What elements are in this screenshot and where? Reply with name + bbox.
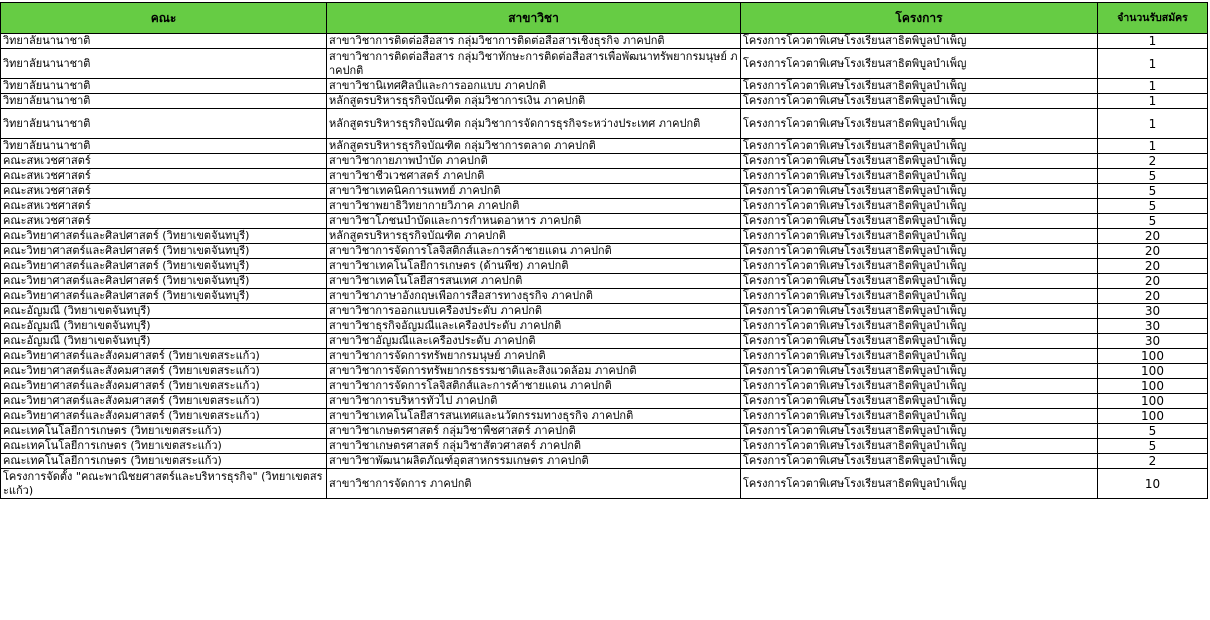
table-row: [1, 184, 1208, 199]
quota-count-cell[interactable]: 100: [1098, 409, 1208, 424]
faculty-cell[interactable]: คณะวิทยาศาสตร์และสังคมศาสตร์ (วิทยาเขตสระแก้ว): [1, 364, 327, 379]
project-cell[interactable]: โครงการโควตาพิเศษโรงเรียนสาธิตพิบูลบำเพ็ญ: [741, 409, 1098, 424]
project-cell[interactable]: โครงการโควตาพิเศษโรงเรียนสาธิตพิบูลบำเพ็ญ: [741, 79, 1098, 94]
header-row: [1, 3, 1208, 34]
quota-count-cell[interactable]: 100: [1098, 364, 1208, 379]
admission-quota-table: [0, 2, 1208, 499]
faculty-cell[interactable]: คณะวิทยาศาสตร์และศิลปศาสตร์ (วิทยาเขตจันทบุรี): [1, 229, 327, 244]
table-row: [1, 244, 1208, 259]
major-cell[interactable]: สาขาวิชาการออกแบบเครื่องประดับ ภาคปกติ: [327, 304, 741, 319]
table-row: [1, 334, 1208, 349]
table-row: [1, 454, 1208, 469]
major-cell[interactable]: สาขาวิชาชีวเวชศาสตร์ ภาคปกติ: [327, 169, 741, 184]
major-cell[interactable]: สาขาวิชาการบริหารทั่วไป ภาคปกติ: [327, 394, 741, 409]
project-cell[interactable]: โครงการโควตาพิเศษโรงเรียนสาธิตพิบูลบำเพ็ญ: [741, 244, 1098, 259]
quota-count-cell[interactable]: 2: [1098, 154, 1208, 169]
major-cell[interactable]: สาขาวิชาการจัดการทรัพยากรธรรมชาติและสิ่งแวดล้อม ภาคปกติ: [327, 364, 741, 379]
faculty-cell[interactable]: คณะสหเวชศาสตร์: [1, 169, 327, 184]
table-row: [1, 364, 1208, 379]
quota-count-cell[interactable]: 100: [1098, 379, 1208, 394]
faculty-cell[interactable]: คณะวิทยาศาสตร์และสังคมศาสตร์ (วิทยาเขตสระแก้ว): [1, 349, 327, 364]
faculty-cell[interactable]: วิทยาลัยนานาชาติ: [1, 139, 327, 154]
project-cell[interactable]: โครงการโควตาพิเศษโรงเรียนสาธิตพิบูลบำเพ็ญ: [741, 154, 1098, 169]
project-cell[interactable]: โครงการโควตาพิเศษโรงเรียนสาธิตพิบูลบำเพ็ญ: [741, 169, 1098, 184]
table-row: [1, 199, 1208, 214]
quota-count-cell[interactable]: 1: [1098, 79, 1208, 94]
major-cell[interactable]: สาขาวิชาเกษตรศาสตร์ กลุ่มวิชาพืชศาสตร์ ภาคปกติ: [327, 424, 741, 439]
faculty-cell[interactable]: คณะวิทยาศาสตร์และศิลปศาสตร์ (วิทยาเขตจันทบุรี): [1, 244, 327, 259]
major-cell[interactable]: สาขาวิชาเทคโนโลยีสารสนเทศ ภาคปกติ: [327, 274, 741, 289]
header-project[interactable]: โครงการ: [741, 3, 1098, 34]
table-row: [1, 169, 1208, 184]
major-cell[interactable]: หลักสูตรบริหารธุรกิจบัณฑิต ภาคปกติ: [327, 229, 741, 244]
quota-count-cell[interactable]: 1: [1098, 109, 1208, 139]
project-cell[interactable]: โครงการโควตาพิเศษโรงเรียนสาธิตพิบูลบำเพ็ญ: [741, 139, 1098, 154]
table-row: [1, 379, 1208, 394]
major-cell[interactable]: หลักสูตรบริหารธุรกิจบัณฑิต กลุ่มวิชาการตลาด ภาคปกติ: [327, 139, 741, 154]
major-cell[interactable]: สาขาวิชาพัฒนาผลิตภัณฑ์อุตสาหกรรมเกษตร ภาคปกติ: [327, 454, 741, 469]
faculty-cell[interactable]: คณะสหเวชศาสตร์: [1, 214, 327, 229]
faculty-cell[interactable]: คณะวิทยาศาสตร์และสังคมศาสตร์ (วิทยาเขตสระแก้ว): [1, 409, 327, 424]
faculty-cell[interactable]: คณะวิทยาศาสตร์และศิลปศาสตร์ (วิทยาเขตจันทบุรี): [1, 259, 327, 274]
quota-count-cell[interactable]: 1: [1098, 94, 1208, 109]
table-row: [1, 259, 1208, 274]
quota-count-cell[interactable]: 20: [1098, 289, 1208, 304]
faculty-cell[interactable]: คณะเทคโนโลยีการเกษตร (วิทยาเขตสระแก้ว): [1, 454, 327, 469]
quota-count-cell[interactable]: 10: [1098, 469, 1208, 499]
table-row: [1, 214, 1208, 229]
table-row: [1, 154, 1208, 169]
project-cell[interactable]: โครงการโควตาพิเศษโรงเรียนสาธิตพิบูลบำเพ็ญ: [741, 379, 1098, 394]
quota-count-cell[interactable]: 1: [1098, 49, 1208, 79]
faculty-cell[interactable]: คณะสหเวชศาสตร์: [1, 199, 327, 214]
major-cell[interactable]: สาขาวิชาการจัดการโลจิสติกส์และการค้าชายแดน ภาคปกติ: [327, 379, 741, 394]
table-row: [1, 289, 1208, 304]
faculty-cell[interactable]: วิทยาลัยนานาชาติ: [1, 109, 327, 139]
quota-count-cell[interactable]: 5: [1098, 424, 1208, 439]
project-cell[interactable]: โครงการโควตาพิเศษโรงเรียนสาธิตพิบูลบำเพ็ญ: [741, 424, 1098, 439]
faculty-cell[interactable]: คณะอัญมณี (วิทยาเขตจันทบุรี): [1, 304, 327, 319]
quota-count-cell[interactable]: 5: [1098, 184, 1208, 199]
faculty-cell[interactable]: คณะวิทยาศาสตร์และสังคมศาสตร์ (วิทยาเขตสระแก้ว): [1, 394, 327, 409]
faculty-cell[interactable]: คณะสหเวชศาสตร์: [1, 184, 327, 199]
major-cell[interactable]: สาขาวิชาการจัดการทรัพยากรมนุษย์ ภาคปกติ: [327, 349, 741, 364]
major-cell[interactable]: สาขาวิชาภาษาอังกฤษเพื่อการสื่อสารทางธุรกิจ ภาคปกติ: [327, 289, 741, 304]
faculty-cell[interactable]: วิทยาลัยนานาชาติ: [1, 79, 327, 94]
project-cell[interactable]: โครงการโควตาพิเศษโรงเรียนสาธิตพิบูลบำเพ็ญ: [741, 184, 1098, 199]
major-cell[interactable]: สาขาวิชาเทคโนโลยีการเกษตร (ด้านพืช) ภาคปกติ: [327, 259, 741, 274]
quota-count-cell[interactable]: 30: [1098, 319, 1208, 334]
faculty-cell[interactable]: โครงการจัดตั้ง "คณะพาณิชยศาสตร์และบริหารธุรกิจ" (วิทยาเขตสระแก้ว): [1, 469, 327, 499]
major-cell[interactable]: สาขาวิชานิเทศศิลป์และการออกแบบ ภาคปกติ: [327, 79, 741, 94]
header-quota-count[interactable]: จำนวนรับสมัคร: [1098, 3, 1208, 34]
header-major[interactable]: สาขาวิชา: [327, 3, 741, 34]
major-cell[interactable]: สาขาวิชากายภาพบำบัด ภาคปกติ: [327, 154, 741, 169]
faculty-cell[interactable]: คณะเทคโนโลยีการเกษตร (วิทยาเขตสระแก้ว): [1, 439, 327, 454]
table-row: [1, 394, 1208, 409]
project-cell[interactable]: โครงการโควตาพิเศษโรงเรียนสาธิตพิบูลบำเพ็ญ: [741, 94, 1098, 109]
project-cell[interactable]: โครงการโควตาพิเศษโรงเรียนสาธิตพิบูลบำเพ็ญ: [741, 199, 1098, 214]
table-row: [1, 319, 1208, 334]
faculty-cell[interactable]: คณะอัญมณี (วิทยาเขตจันทบุรี): [1, 334, 327, 349]
project-cell[interactable]: โครงการโควตาพิเศษโรงเรียนสาธิตพิบูลบำเพ็ญ: [741, 109, 1098, 139]
project-cell[interactable]: โครงการโควตาพิเศษโรงเรียนสาธิตพิบูลบำเพ็ญ: [741, 319, 1098, 334]
project-cell[interactable]: โครงการโควตาพิเศษโรงเรียนสาธิตพิบูลบำเพ็ญ: [741, 34, 1098, 49]
major-cell[interactable]: สาขาวิชาการจัดการ ภาคปกติ: [327, 469, 741, 499]
quota-count-cell[interactable]: 1: [1098, 139, 1208, 154]
table-row: [1, 469, 1208, 499]
project-cell[interactable]: โครงการโควตาพิเศษโรงเรียนสาธิตพิบูลบำเพ็ญ: [741, 274, 1098, 289]
table-row: [1, 79, 1208, 94]
table-row: [1, 349, 1208, 364]
table-row: [1, 274, 1208, 289]
project-cell[interactable]: โครงการโควตาพิเศษโรงเรียนสาธิตพิบูลบำเพ็ญ: [741, 214, 1098, 229]
table-row: [1, 229, 1208, 244]
major-cell[interactable]: หลักสูตรบริหารธุรกิจบัณฑิต กลุ่มวิชาการเงิน ภาคปกติ: [327, 94, 741, 109]
major-cell[interactable]: สาขาวิชาเทคโนโลยีสารสนเทศและนวัตกรรมทางธุรกิจ ภาคปกติ: [327, 409, 741, 424]
project-cell[interactable]: โครงการโควตาพิเศษโรงเรียนสาธิตพิบูลบำเพ็ญ: [741, 229, 1098, 244]
quota-count-cell[interactable]: 20: [1098, 244, 1208, 259]
table-row: [1, 409, 1208, 424]
quota-count-cell[interactable]: 20: [1098, 259, 1208, 274]
major-cell[interactable]: สาขาวิชาอัญมณีและเครื่องประดับ ภาคปกติ: [327, 334, 741, 349]
project-cell[interactable]: โครงการโควตาพิเศษโรงเรียนสาธิตพิบูลบำเพ็ญ: [741, 304, 1098, 319]
project-cell[interactable]: โครงการโควตาพิเศษโรงเรียนสาธิตพิบูลบำเพ็ญ: [741, 469, 1098, 499]
quota-count-cell[interactable]: 1: [1098, 34, 1208, 49]
faculty-cell[interactable]: คณะวิทยาศาสตร์และศิลปศาสตร์ (วิทยาเขตจันทบุรี): [1, 289, 327, 304]
quota-count-cell[interactable]: 5: [1098, 439, 1208, 454]
table-row: [1, 424, 1208, 439]
faculty-cell[interactable]: คณะอัญมณี (วิทยาเขตจันทบุรี): [1, 319, 327, 334]
project-cell[interactable]: โครงการโควตาพิเศษโรงเรียนสาธิตพิบูลบำเพ็ญ: [741, 349, 1098, 364]
major-cell[interactable]: สาขาวิชาพยาธิวิทยากายวิภาค ภาคปกติ: [327, 199, 741, 214]
table-row: [1, 304, 1208, 319]
table-row: [1, 34, 1208, 49]
quota-count-cell[interactable]: 100: [1098, 394, 1208, 409]
table-row: [1, 139, 1208, 154]
quota-count-cell[interactable]: 30: [1098, 304, 1208, 319]
project-cell[interactable]: โครงการโควตาพิเศษโรงเรียนสาธิตพิบูลบำเพ็ญ: [741, 454, 1098, 469]
table-row: [1, 94, 1208, 109]
project-cell[interactable]: โครงการโควตาพิเศษโรงเรียนสาธิตพิบูลบำเพ็ญ: [741, 439, 1098, 454]
quota-count-cell[interactable]: 2: [1098, 454, 1208, 469]
faculty-cell[interactable]: วิทยาลัยนานาชาติ: [1, 34, 327, 49]
project-cell[interactable]: โครงการโควตาพิเศษโรงเรียนสาธิตพิบูลบำเพ็ญ: [741, 364, 1098, 379]
quota-count-cell[interactable]: 20: [1098, 274, 1208, 289]
major-cell[interactable]: สาขาวิชาเกษตรศาสตร์ กลุ่มวิชาสัตวศาสตร์ ภาคปกติ: [327, 439, 741, 454]
faculty-cell[interactable]: คณะเทคโนโลยีการเกษตร (วิทยาเขตสระแก้ว): [1, 424, 327, 439]
faculty-cell[interactable]: คณะสหเวชศาสตร์: [1, 154, 327, 169]
quota-count-cell[interactable]: 30: [1098, 334, 1208, 349]
quota-count-cell[interactable]: 100: [1098, 349, 1208, 364]
major-cell[interactable]: หลักสูตรบริหารธุรกิจบัณฑิต กลุ่มวิชาการจัดการธุรกิจระหว่างประเทศ ภาคปกติ: [327, 109, 741, 139]
project-cell[interactable]: โครงการโควตาพิเศษโรงเรียนสาธิตพิบูลบำเพ็ญ: [741, 289, 1098, 304]
quota-count-cell[interactable]: 5: [1098, 214, 1208, 229]
faculty-cell[interactable]: วิทยาลัยนานาชาติ: [1, 94, 327, 109]
project-cell[interactable]: โครงการโควตาพิเศษโรงเรียนสาธิตพิบูลบำเพ็ญ: [741, 259, 1098, 274]
major-cell[interactable]: สาขาวิชาการจัดการโลจิสติกส์และการค้าชายแดน ภาคปกติ: [327, 244, 741, 259]
faculty-cell[interactable]: วิทยาลัยนานาชาติ: [1, 49, 327, 79]
faculty-cell[interactable]: คณะวิทยาศาสตร์และศิลปศาสตร์ (วิทยาเขตจันทบุรี): [1, 274, 327, 289]
major-cell[interactable]: สาขาวิชาการติดต่อสื่อสาร กลุ่มวิชาการติดต่อสื่อสารเชิงธุรกิจ ภาคปกติ: [327, 34, 741, 49]
major-cell[interactable]: สาขาวิชาเทคนิคการแพทย์ ภาคปกติ: [327, 184, 741, 199]
quota-count-cell[interactable]: 5: [1098, 169, 1208, 184]
table-body: [1, 34, 1208, 499]
project-cell[interactable]: โครงการโควตาพิเศษโรงเรียนสาธิตพิบูลบำเพ็ญ: [741, 394, 1098, 409]
faculty-cell[interactable]: คณะวิทยาศาสตร์และสังคมศาสตร์ (วิทยาเขตสระแก้ว): [1, 379, 327, 394]
table-row: [1, 439, 1208, 454]
major-cell[interactable]: สาขาวิชาธุรกิจอัญมณีและเครื่องประดับ ภาคปกติ: [327, 319, 741, 334]
table-row: [1, 49, 1208, 79]
project-cell[interactable]: โครงการโควตาพิเศษโรงเรียนสาธิตพิบูลบำเพ็ญ: [741, 334, 1098, 349]
major-cell[interactable]: สาขาวิชาการติดต่อสื่อสาร กลุ่มวิชาทักษะการติดต่อสื่อสารเพื่อพัฒนาทรัพยากรมนุษย์ ภาคปกติ: [327, 49, 741, 79]
major-cell[interactable]: สาขาวิชาโภชนบำบัดและการกำหนดอาหาร ภาคปกติ: [327, 214, 741, 229]
quota-count-cell[interactable]: 5: [1098, 199, 1208, 214]
quota-count-cell[interactable]: 20: [1098, 229, 1208, 244]
project-cell[interactable]: โครงการโควตาพิเศษโรงเรียนสาธิตพิบูลบำเพ็ญ: [741, 49, 1098, 79]
header-faculty[interactable]: คณะ: [1, 3, 327, 34]
table-row: [1, 109, 1208, 139]
